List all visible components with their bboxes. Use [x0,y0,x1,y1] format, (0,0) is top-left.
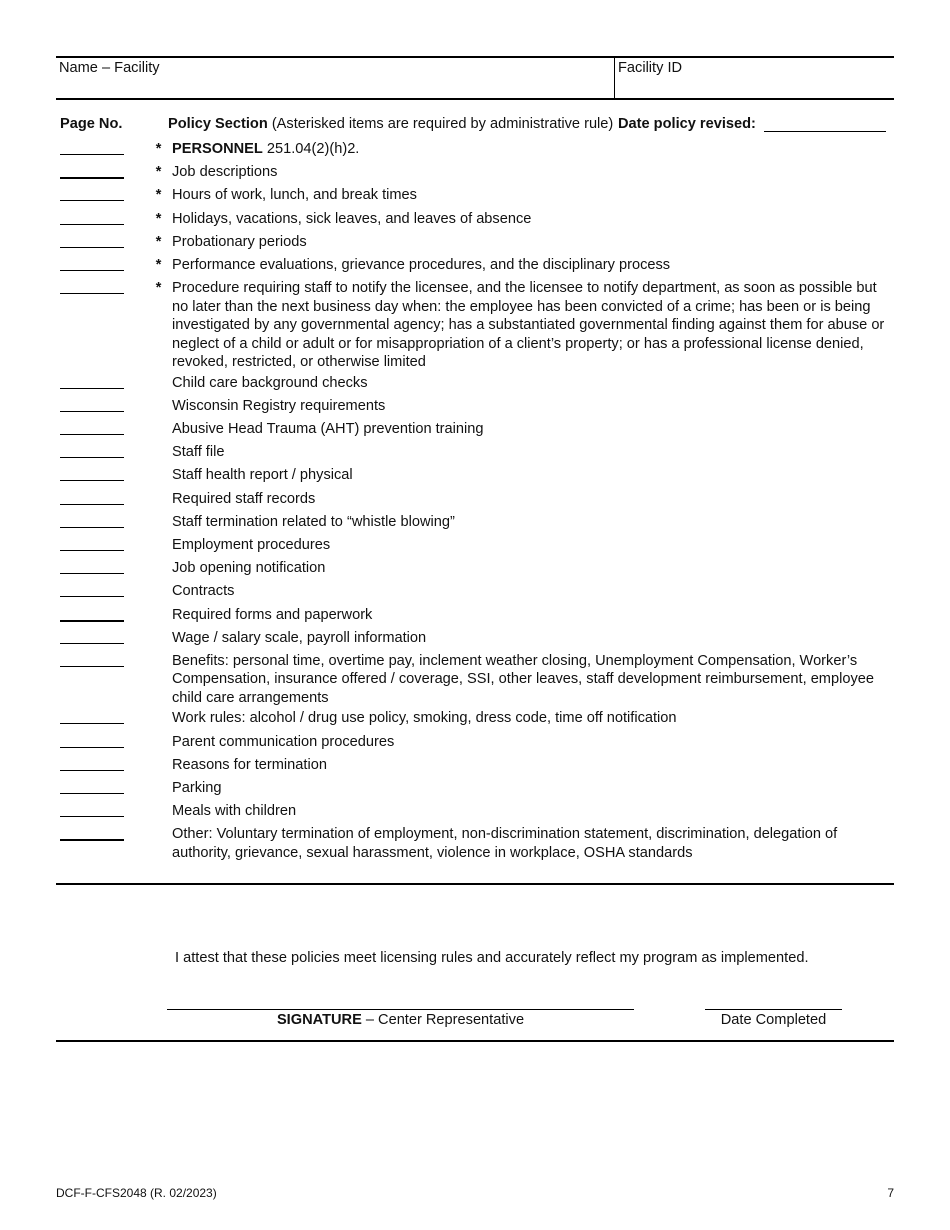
required-asterisk-cell [124,443,172,462]
policy-item-label: Parent communication procedures [172,733,395,750]
required-asterisk-cell [124,256,172,275]
policy-item-row [56,208,894,231]
required-asterisk-cell [124,733,172,752]
date-revised-input-line[interactable] [764,131,886,132]
policy-item-row [56,823,894,862]
page-no-input-line[interactable] [60,411,124,412]
page-number: 7 [887,1186,894,1200]
policy-item-row [56,754,894,777]
policy-item-label: Other: Voluntary termination of employment, non-discrimination statement, discrimination, delegation of authority, grievance, sexual harassment, violence in workplace, OSHA standards [172,826,838,861]
policy-item-row [56,731,894,754]
policy-item-row [56,418,894,441]
required-asterisk-cell [124,397,172,416]
page-no-input-line[interactable] [60,247,124,248]
policy-item-row [56,627,894,650]
form-id: DCF-F-CFS2048 (R. 02/2023) [56,1186,217,1200]
required-asterisk-cell [124,490,172,509]
policy-section-note: (Asterisked items are required by administrative rule) [267,116,614,132]
policy-item-label: Reasons for termination [172,756,327,773]
required-asterisk-cell [124,210,172,229]
policy-item-row [56,464,894,487]
policy-section-label: Policy Section [168,116,268,132]
required-asterisk-cell [124,420,172,439]
policy-item-text [172,466,894,485]
policy-item-row [56,800,894,823]
policy-item-label: Probationary periods [172,233,307,250]
page-no-input-line[interactable] [60,224,124,225]
policy-item-label: Employment procedures [172,536,331,553]
facility-id-field[interactable]: Facility ID [618,60,683,76]
policy-item-row [56,650,894,708]
required-asterisk-cell [124,582,172,601]
policy-item-row [56,231,894,254]
facility-header [56,56,894,100]
policy-item-label: Benefits: personal time, overtime pay, inclement weather closing, Unemployment Compensation, Worker’s Compensation, insurance offered / coverage, SSI, other leaves, staff development reimbursement, employee child care arrangements [172,652,874,706]
required-asterisk-cell [124,513,172,532]
date-completed-input-line[interactable] [705,1009,842,1010]
policy-item-bold: PERSONNEL [172,141,263,157]
policy-item-text [172,420,894,439]
policy-item-text [172,374,894,393]
policy-item-row [56,604,894,627]
policy-item-row [56,138,894,161]
policy-item-text [172,140,894,159]
policy-item-text [172,629,894,648]
page-no-input-line[interactable] [60,816,124,817]
policy-item-text [172,513,894,532]
policy-item-text [172,802,894,821]
page-no-input-line[interactable] [60,177,124,179]
required-asterisk-cell [124,779,172,798]
page-no-input-line[interactable] [60,154,124,155]
policy-item-text [172,443,894,462]
policy-item-label: Contracts [172,583,235,600]
date-completed-label: Date Completed [720,1012,827,1028]
policy-item-label: Required forms and paperwork [172,606,373,623]
policy-item-label: Procedure requiring staff to notify the licensee, and the licensee to notify department, as soon as possible but no later than the next business day when: the employee has been convicted of a crime; has been or is being investigated by any governmental agency; has a substantiated governmental finding against them for abuse or neglect of a child or adult or for misappropriation of a client’s property; or has a professional license denied, revoked, restricted, or otherwise limited [172,280,885,371]
policy-item-label: Required staff records [172,490,316,507]
header-divider [614,58,615,98]
policy-item-row [56,254,894,277]
page-no-input-line[interactable] [60,434,124,435]
required-asterisk-cell [124,233,172,252]
policy-item-row [56,580,894,603]
required-asterisk-cell [124,466,172,485]
page-no-input-line[interactable] [60,550,124,551]
required-asterisk: * [155,164,161,181]
page-no-input-line[interactable] [60,770,124,771]
policy-item-label: Wisconsin Registry requirements [172,397,386,414]
page-no-input-line[interactable] [60,596,124,597]
signature-bold: SIGNATURE [276,1012,362,1028]
signature-rest: – Center Representative [361,1012,525,1028]
required-asterisk-cell [124,186,172,205]
page-no-heading [60,116,122,132]
policy-item-label: Performance evaluations, grievance procedures, and the disciplinary process [172,256,671,273]
policy-item-text [172,779,894,798]
policy-item-text [172,490,894,509]
policy-item-text [172,825,894,862]
policy-item-row [56,534,894,557]
signature-label [167,1012,634,1028]
policy-item-row [56,395,894,418]
required-asterisk-cell [124,629,172,648]
date-revised-label: Date policy revised: [618,116,756,132]
policy-item-text [172,186,894,205]
page-no-input-line[interactable] [60,839,124,841]
policy-item-label: Work rules: alcohol / drug use policy, smoking, dress code, time off notification [172,710,677,727]
policy-section-heading [168,116,613,132]
policy-item-label: Hours of work, lunch, and break times [172,187,417,204]
required-asterisk-cell [124,756,172,775]
required-asterisk-cell [124,652,172,671]
page-no-input-line[interactable] [60,573,124,574]
policy-item-row [56,161,894,184]
page-no-label: Page No. [60,116,123,132]
policy-item-text [172,709,894,728]
policy-item-text [172,733,894,752]
page-no-input-line[interactable] [60,793,124,794]
policy-item-row [56,511,894,534]
policy-item-row [56,707,894,730]
page-no-input-line[interactable] [60,747,124,748]
required-asterisk: * [155,141,161,157]
policy-item-text [172,582,894,601]
policy-item-label: Parking [172,779,222,796]
page-no-input-line[interactable] [60,293,124,294]
policy-item-label: Child care background checks [172,374,368,391]
date-revised-heading [618,116,756,132]
policy-item-text [172,233,894,252]
policy-item-row [56,372,894,395]
required-asterisk-cell [124,536,172,555]
policy-item-text [172,559,894,578]
required-asterisk: * [155,187,161,204]
page-no-input-line[interactable] [60,200,124,201]
policy-item-text [172,210,894,229]
policy-item-text [172,536,894,555]
policy-item-text [172,756,894,775]
policy-item-row [56,277,894,372]
policy-item-label: 251.04(2)(h)2. [262,141,360,157]
required-asterisk-cell [124,802,172,821]
policy-item-label: Staff termination related to “whistle blowing” [172,513,455,530]
policy-item-label: Abusive Head Trauma (AHT) prevention training [172,421,484,437]
policy-item-row [56,777,894,800]
signature-input-line[interactable] [167,1009,634,1010]
policy-item-label: Holidays, vacations, sick leaves, and leaves of absence [172,210,532,227]
required-asterisk: * [155,233,161,250]
policy-item-text [172,397,894,416]
policy-item-text [172,279,894,372]
policy-checklist [56,138,894,862]
policy-item-label: Meals with children [172,803,297,820]
required-asterisk-cell [124,825,172,844]
page-no-input-line[interactable] [60,480,124,481]
signature-divider [56,1040,894,1042]
policy-item-label: Job descriptions [172,164,278,181]
page-no-input-line[interactable] [60,723,124,724]
policy-item-text [172,256,894,275]
policy-item-label: Wage / salary scale, payroll information [172,629,427,646]
required-asterisk: * [155,256,161,273]
attestation-statement: I attest that these policies meet licensing rules and accurately reflect my program as implemented. [175,950,809,966]
page-no-input-line[interactable] [60,643,124,644]
policy-item-label: Staff health report / physical [172,467,353,484]
required-asterisk-cell [124,374,172,393]
page-no-input-line[interactable] [60,620,124,622]
section-divider [56,883,894,885]
policy-item-row [56,557,894,580]
policy-item-label: Staff file [172,444,225,461]
required-asterisk-cell [124,709,172,728]
page-no-input-line[interactable] [60,270,124,271]
page-no-input-line[interactable] [60,527,124,528]
policy-item-text [172,606,894,625]
required-asterisk: * [155,210,161,227]
required-asterisk: * [155,280,161,297]
page-no-input-line[interactable] [60,388,124,389]
policy-item-row [56,184,894,207]
page-no-input-line[interactable] [60,457,124,458]
required-asterisk-cell [124,163,172,182]
required-asterisk-cell [124,559,172,578]
required-asterisk-cell [124,279,172,298]
required-asterisk-cell [124,606,172,625]
policy-item-label: Job opening notification [172,560,326,577]
policy-item-row [56,441,894,464]
required-asterisk-cell [124,140,172,159]
page-no-input-line[interactable] [60,666,124,667]
policy-item-text [172,163,894,182]
page-no-input-line[interactable] [60,504,124,505]
facility-name-field[interactable]: Name – Facility [59,60,160,76]
policy-item-row [56,488,894,511]
policy-item-text [172,652,894,708]
